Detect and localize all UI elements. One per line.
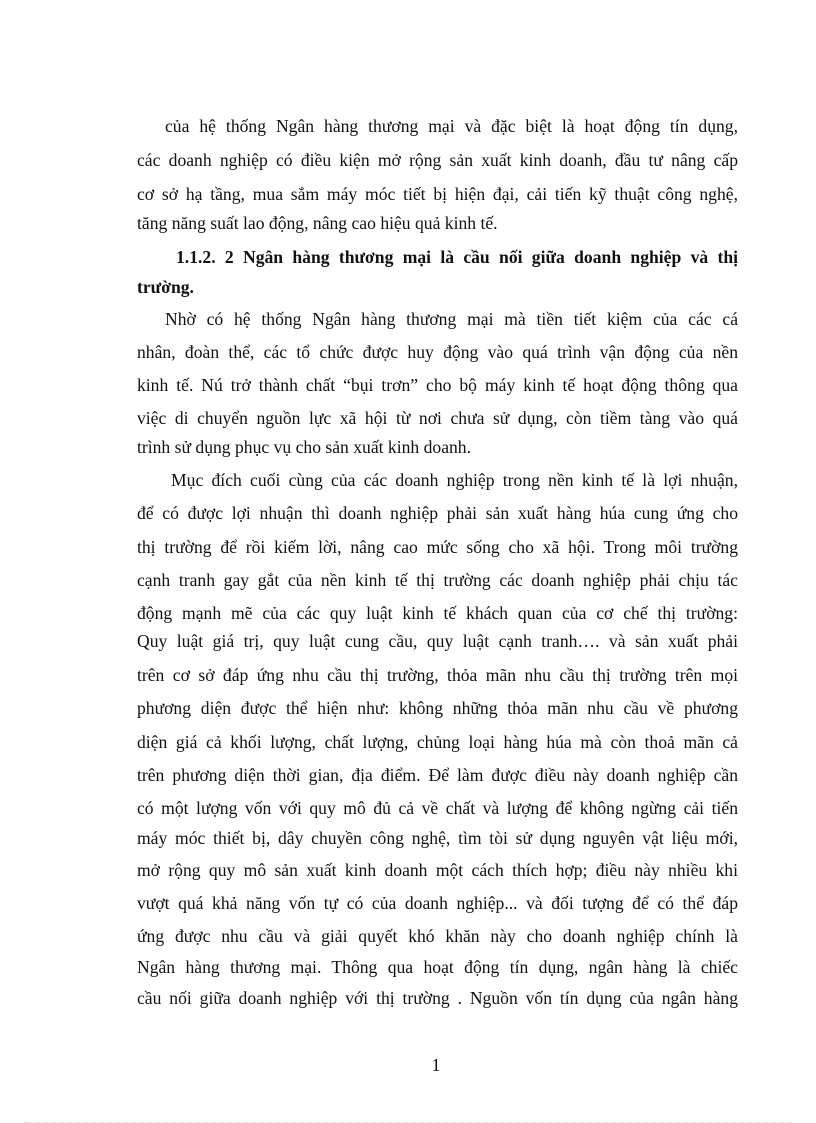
text-line: Quy luật giá trị, quy luật cung cầu, quy luật cạnh tranh…. và sản xuất phải: [137, 631, 738, 651]
text-line: vượt quá khả năng vốn tự có của doanh nghiệp... và đối tượng để có thể đáp: [137, 893, 738, 913]
text-line: diện giá cả khối lượng, chất lượng, chủng loại hàng húa mà còn thoả mãn cả: [137, 732, 738, 752]
section-heading: 1.1.2. 2 Ngân hàng thương mại là cầu nối giữa doanh nghiệp và thị: [176, 247, 738, 267]
text-line: để có được lợi nhuận thì doanh nghiệp phải sản xuất hàng húa cung ứng cho: [137, 503, 738, 523]
text-line: các doanh nghiệp có điều kiện mở rộng sản xuất kinh doanh, đầu tư nâng cấp: [137, 150, 738, 170]
page-number: 1: [431, 1055, 441, 1075]
text-line: nhân, đoàn thể, các tổ chức được huy động vào quá trình vận động của nền: [137, 342, 738, 362]
text-line: Ngân hàng thương mại. Thông qua hoạt động tín dụng, ngân hàng là chiếc: [137, 957, 738, 977]
text-line: phương diện được thể hiện như: không những thỏa mãn nhu cầu về phương: [137, 698, 738, 718]
text-line: trình sử dụng phục vụ cho sản xuất kinh doanh.: [137, 437, 471, 457]
text-line: Nhờ có hệ thống Ngân hàng thương mại mà tiền tiết kiệm của các cá: [165, 309, 738, 329]
text-line: có một lượng vốn với quy mô đủ cả về chất và lượng để không ngừng cải tiến: [137, 798, 738, 818]
text-line: trên phương diện thời gian, địa điểm. Để làm được điều này doanh nghiệp cần: [137, 765, 738, 785]
section-heading-continued: trường.: [137, 277, 194, 297]
text-line: thị trường để rồi kiếm lời, nâng cao mức sống cho xã hội. Trong môi trường: [137, 537, 738, 557]
text-line: việc di chuyển nguồn lực xã hội từ nơi chưa sử dụng, còn tiềm tàng vào quá: [137, 408, 738, 428]
text-line: cơ sở hạ tầng, mua sắm máy móc tiết bị hiện đại, cải tiến kỹ thuật công nghệ,: [137, 184, 738, 204]
text-line: ứng được nhu cầu và giải quyết khó khăn này cho doanh nghiệp chính là: [137, 926, 738, 946]
text-line: tăng năng suất lao động, nâng cao hiệu quả kinh tế.: [137, 213, 498, 233]
text-line: máy móc thiết bị, dây chuyền công nghệ, tìm tòi sử dụng nguyên vật liệu mới,: [137, 828, 738, 848]
text-line: động mạnh mẽ của các quy luật kinh tế khách quan của cơ chế thị trường:: [137, 603, 738, 623]
text-line: cầu nối giữa doanh nghiệp với thị trường . Nguồn vốn tín dụng của ngân hàng: [137, 988, 738, 1008]
text-line: trên cơ sở đáp ứng nhu cầu thị trường, thỏa mãn nhu cầu thị trường trên mọi: [137, 665, 738, 685]
text-line: kinh tế. Nú trở thành chất “bụi trơn” cho bộ máy kinh tế hoạt động thông qua: [137, 375, 738, 395]
text-line: mở rộng quy mô sản xuất kinh doanh một cách thích hợp; điều này nhiều khi: [137, 860, 738, 880]
text-line: cạnh tranh gay gắt của nền kinh tế thị trường các doanh nghiệp phải chịu tác: [137, 570, 738, 590]
text-line: Mục đích cuối cùng của các doanh nghiệp trong nền kinh tế là lợi nhuận,: [171, 470, 738, 490]
text-line: của hệ thống Ngân hàng thương mại và đặc biệt là hoạt động tín dụng,: [165, 116, 738, 136]
